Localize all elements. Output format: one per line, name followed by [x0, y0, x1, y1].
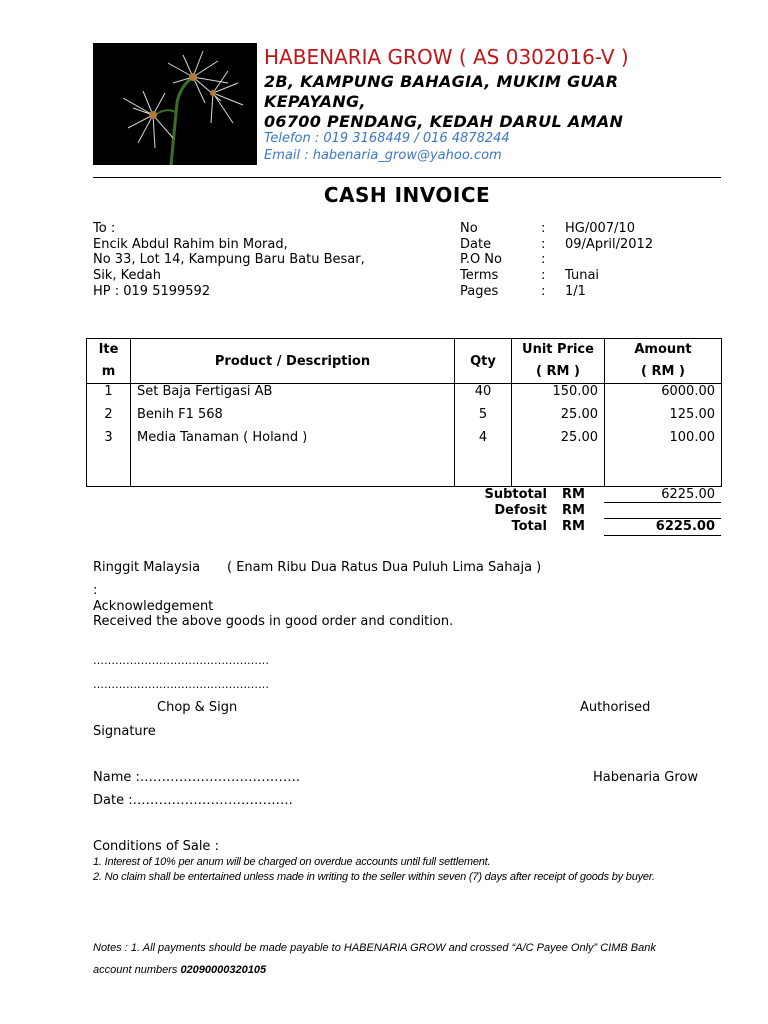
payment-note-prefix: account numbers [93, 964, 181, 976]
bill-to-line: Sik, Kedah [93, 268, 161, 283]
header-item-bottom: m [101, 364, 116, 379]
bill-to-label: To : [93, 221, 116, 236]
bill-to-line: HP : 019 5199592 [93, 284, 211, 299]
cell-desc: Media Tanaman ( Holand ) [131, 430, 455, 453]
meta-colon: : [541, 252, 546, 267]
header-divider [93, 177, 721, 178]
cell-desc: Set Baja Fertigasi AB [131, 384, 455, 408]
cell-unit: 25.00 [512, 430, 605, 453]
cell-amount: 6000.00 [605, 384, 722, 408]
invoice-title: CASH INVOICE [323, 183, 491, 207]
cell-amount: 125.00 [605, 407, 722, 430]
meta-value-date: 09/April/2012 [565, 237, 654, 252]
amount-words-label: Ringgit Malaysia [93, 560, 201, 575]
company-email: Email : habenaria_grow@yahoo.com [264, 148, 502, 163]
company-logo [93, 43, 257, 165]
header-amount-bottom: ( RM ) [641, 364, 685, 379]
meta-label-pages: Pages [460, 284, 499, 299]
meta-colon: : [541, 237, 546, 252]
table-row-empty [87, 453, 722, 487]
date-line: Date :………………………………. [93, 793, 293, 808]
cell-qty: 40 [455, 384, 512, 408]
cell-item: 1 [87, 384, 131, 408]
authorised-label: Authorised [580, 700, 651, 715]
header-amount-top: Amount [634, 342, 692, 357]
meta-label-date: Date [460, 237, 492, 252]
company-address-line2: KEPAYANG, [264, 92, 366, 111]
cell-item: 3 [87, 430, 131, 453]
meta-colon: : [541, 221, 546, 236]
bank-account-number: 02090000320105 [180, 964, 267, 976]
amount-words-colon: : [93, 583, 98, 598]
chop-sign-label: Chop & Sign [157, 700, 238, 715]
company-name: HABENARIA GROW ( AS 0302016-V ) [264, 45, 629, 69]
payment-note-line1: Notes : 1. All payments should be made payable to HABENARIA GROW and crossed “A/C Payee Only” CIMB Bank [93, 942, 656, 954]
total-value: 6225.00 [604, 518, 721, 536]
subtotal-label: Subtotal [484, 487, 547, 502]
condition-item: 1. Interest of 10% per anum will be charged on overdue accounts until full settlement. [93, 856, 491, 868]
table-row [87, 430, 722, 453]
orchid-flower-image [93, 43, 257, 165]
meta-colon: : [541, 268, 546, 283]
header-unit-top: Unit Price [522, 342, 594, 357]
signature-dots-line: ………………………………………… [93, 678, 269, 691]
header-unit-bottom: ( RM ) [536, 364, 580, 379]
header-desc: Product / Description [131, 339, 455, 384]
header-amount [605, 339, 722, 384]
condition-item: 2. No claim shall be entertained unless made in writing to the seller within seven (7) days after receipt of goods by buyer. [93, 871, 655, 883]
subtotal-currency: RM [562, 487, 585, 502]
conditions-heading: Conditions of Sale : [93, 839, 219, 854]
signature-dots-line: ………………………………………… [93, 654, 269, 667]
meta-label-terms: Terms [460, 268, 499, 283]
header-item [87, 339, 131, 384]
cell-amount: 100.00 [605, 430, 722, 453]
cell-item: 2 [87, 407, 131, 430]
subtotal-value: 6225.00 [604, 486, 721, 502]
meta-value-pages: 1/1 [565, 284, 586, 299]
company-address-line3: 06700 PENDANG, KEDAH DARUL AMAN [264, 112, 624, 131]
table-header-row [87, 339, 722, 384]
cell-qty: 4 [455, 430, 512, 453]
deposit-label: Defosit [494, 503, 547, 518]
bill-to-line: Encik Abdul Rahim bin Morad, [93, 237, 288, 252]
company-phone: Telefon : 019 3168449 / 016 4878244 [264, 131, 510, 146]
meta-value-no: HG/007/10 [565, 221, 635, 236]
acknowledgement-text: Received the above goods in good order and condition. [93, 614, 454, 629]
amount-words-text: ( Enam Ribu Dua Ratus Dua Puluh Lima Sahaja ) [227, 560, 542, 575]
table-row [87, 384, 722, 408]
cell-unit: 25.00 [512, 407, 605, 430]
total-label: Total [511, 519, 547, 534]
company-signature-name: Habenaria Grow [593, 770, 698, 785]
company-address-line1: 2B, KAMPUNG BAHAGIA, MUKIM GUAR [264, 72, 619, 91]
meta-label-po: P.O No [460, 252, 502, 267]
header-item-top: Ite [98, 342, 119, 357]
payment-note-line2 [93, 964, 266, 976]
cell-desc: Benih F1 568 [131, 407, 455, 430]
meta-label-no: No [460, 221, 478, 236]
deposit-currency: RM [562, 503, 585, 518]
meta-value-terms: Tunai [565, 268, 600, 283]
header-unit-price [512, 339, 605, 384]
acknowledgement-heading: Acknowledgement [93, 599, 214, 614]
name-line: Name :………………………………. [93, 770, 300, 785]
total-currency: RM [562, 519, 585, 534]
items-table [86, 338, 722, 487]
cell-unit: 150.00 [512, 384, 605, 408]
cell-qty: 5 [455, 407, 512, 430]
table-row [87, 407, 722, 430]
signature-label: Signature [93, 724, 156, 739]
header-qty: Qty [455, 339, 512, 384]
meta-colon: : [541, 284, 546, 299]
deposit-value [604, 502, 721, 518]
bill-to-line: No 33, Lot 14, Kampung Baru Batu Besar, [93, 252, 365, 267]
